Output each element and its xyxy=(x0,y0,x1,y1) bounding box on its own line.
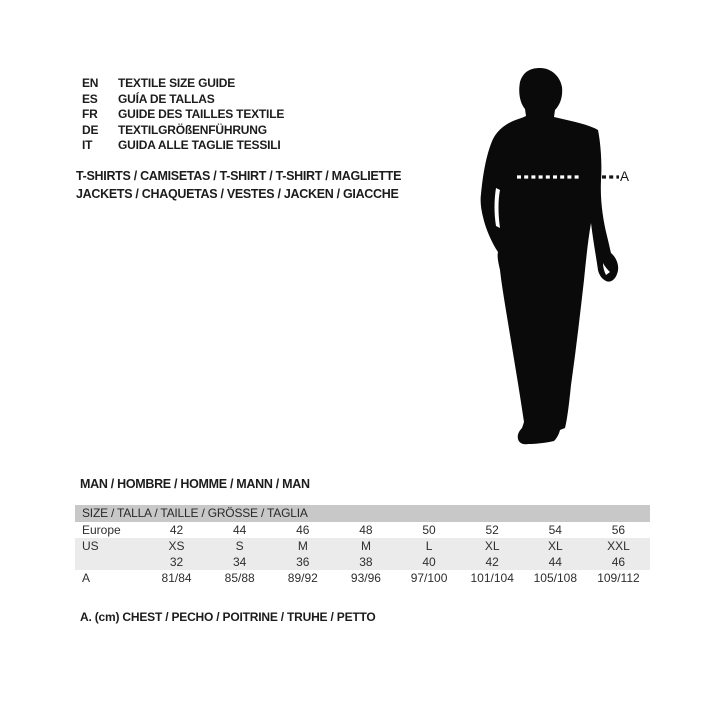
row-label: US xyxy=(82,539,99,553)
language-label: TEXTILGRÖßENFÜHRUNG xyxy=(118,122,267,137)
man-silhouette xyxy=(440,60,660,460)
language-label: GUIDA ALLE TAGLIE TESSILI xyxy=(118,138,281,153)
size-value: XL xyxy=(484,539,500,553)
language-code: FR xyxy=(82,107,98,122)
man-figure xyxy=(440,60,700,460)
size-value: L xyxy=(425,539,433,553)
language-list xyxy=(82,76,284,154)
measure-label-a: A xyxy=(620,169,630,184)
size-value: 46 xyxy=(611,555,626,569)
size-value: 50 xyxy=(422,523,436,537)
size-value: 97/100 xyxy=(410,571,448,585)
language-row xyxy=(82,76,284,92)
row-label: Europe xyxy=(82,523,121,537)
size-value: 40 xyxy=(422,555,436,569)
size-value: 81/84 xyxy=(161,571,192,585)
size-value: 34 xyxy=(233,555,247,569)
silhouette-body xyxy=(481,68,619,444)
category-line-jackets: JACKETS / CHAQUETAS / VESTES / JACKEN / GIACCHE xyxy=(76,187,399,201)
table-row-europe xyxy=(75,522,650,538)
table-header: SIZE / TALLA / TAILLE / GRÖSSE / TAGLIA xyxy=(75,505,650,522)
size-value: 44 xyxy=(548,555,562,569)
size-value: 48 xyxy=(359,523,373,537)
size-value: M xyxy=(360,539,371,553)
language-code: DE xyxy=(82,122,99,137)
size-value: 101/104 xyxy=(470,571,514,585)
footnote: A. (cm) CHEST / PECHO / POITRINE / TRUHE / PETTO xyxy=(80,610,376,624)
language-code: IT xyxy=(82,138,93,153)
size-value: 109/112 xyxy=(597,571,640,585)
size-value: 93/96 xyxy=(350,571,381,585)
size-value: 44 xyxy=(233,523,247,537)
size-value: 32 xyxy=(169,555,184,569)
table-row-numeric xyxy=(75,554,650,570)
language-label: TEXTILE SIZE GUIDE xyxy=(118,76,236,90)
size-value: 85/88 xyxy=(224,571,255,585)
size-value: 105/108 xyxy=(533,571,577,585)
size-value: 52 xyxy=(485,523,499,537)
language-code: EN xyxy=(82,76,99,90)
size-value: XXL xyxy=(607,539,630,553)
table-row-us xyxy=(75,538,650,554)
language-row xyxy=(82,92,284,108)
size-value: 42 xyxy=(169,523,184,537)
language-label: GUÍA DE TALLAS xyxy=(118,91,215,106)
size-value: S xyxy=(235,539,244,553)
category-line-tshirts: T-SHIRTS / CAMISETAS / T-SHIRT / T-SHIRT / MAGLIETTE xyxy=(76,169,402,183)
category-titles xyxy=(76,167,401,203)
language-row xyxy=(82,107,284,123)
size-value: 36 xyxy=(296,555,310,569)
language-code: ES xyxy=(82,91,98,106)
size-value: 89/92 xyxy=(287,571,318,585)
size-table xyxy=(75,505,650,586)
language-row xyxy=(82,138,284,154)
language-row xyxy=(82,123,284,139)
size-value: XL xyxy=(547,539,563,553)
language-label: GUIDE DES TAILLES TEXTILE xyxy=(118,107,285,122)
row-label xyxy=(75,554,145,570)
size-value: 42 xyxy=(485,555,499,569)
size-value: XS xyxy=(168,539,185,553)
size-value: 46 xyxy=(296,523,310,537)
size-value: 54 xyxy=(548,523,562,537)
table-row-chest xyxy=(75,570,650,586)
size-value: M xyxy=(297,539,308,553)
size-value: 56 xyxy=(611,523,626,537)
row-label: A xyxy=(82,571,91,585)
section-title: MAN / HOMBRE / HOMME / MANN / MAN xyxy=(80,477,310,491)
size-value: 38 xyxy=(359,555,373,569)
